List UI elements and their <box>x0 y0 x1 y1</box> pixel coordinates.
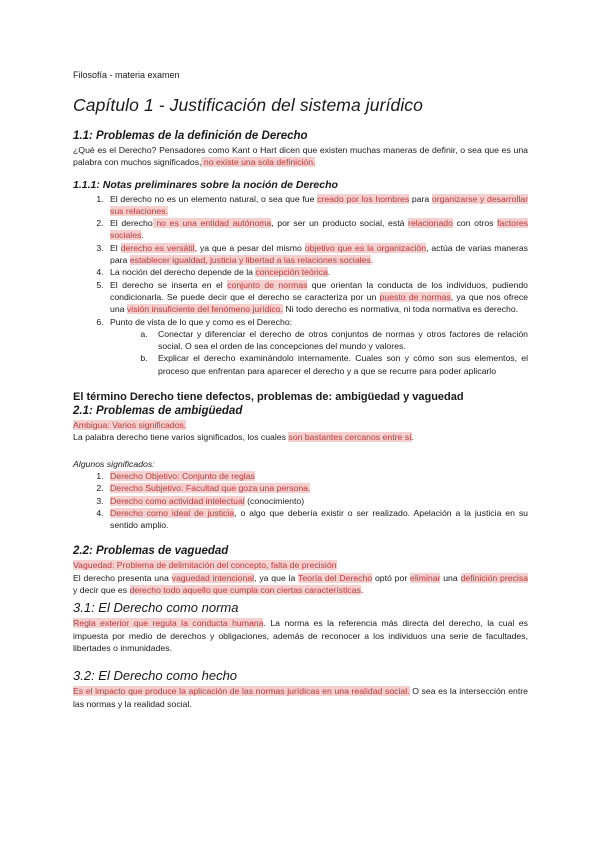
chapter-title: Capítulo 1 - Justificación del sistema jurídico <box>73 95 423 115</box>
section-2-2-text: El derecho presenta una vaguedad intencional, ya que la Teoría del Derecho optó por eliminar una definición precisa y decir que es derecho todo aquello que cumpla con ciertas características. <box>73 572 529 596</box>
subject-header: Filosofía - materia examen <box>73 70 180 80</box>
notes-list <box>73 193 528 377</box>
section-3-2-text: Es el impacto que produce la aplicación de las normas jurídicas en una realidad social. O sea es la intersección entre las normas y la realidad social. <box>73 686 528 709</box>
section-2-1-title: 2.1: Problemas de ambigüedad <box>73 405 243 418</box>
sub-list <box>110 328 528 377</box>
section-1-1-title: 1.1: Problemas de la definición de Derecho <box>73 130 308 142</box>
list-item: 1. Derecho Objetivo: Conjunto de reglas <box>106 470 528 482</box>
section-1-1-text: ¿Qué es el Derecho? Pensadores como Kant o Hart dicen que existen muchas maneras de definir, o sea que es una palabra con muchos significados, no existe una sola definición. <box>73 145 528 168</box>
document-page <box>73 70 528 710</box>
list-item: 2. El derecho no es una entidad autónoma, por ser un producto social, está relacionado con otros factores sociales. <box>106 217 528 242</box>
list-item: 1. El derecho no es un elemento natural, o sea que fue creado por los hombres para organizarse y desarrollar sus relaciones. <box>106 193 528 218</box>
list-item: 6. Punto de vista de lo que y como es el Derecho: a. Conectar y diferenciar el derecho de otros conjuntos de normas y otros factores de relación social. O sea el orden de las concepciones del mundo y valores. b. Explicar el derecho examinándolo internamente. Cuales son y cómo son sus elementos, el proceso que enfrentan para aparecer el derecho y a que se recurre para poder aplicarlo <box>106 316 528 377</box>
vagueness-definition: Vaguedad: Problema de delimitación del concepto, falta de precisión <box>73 560 337 571</box>
section-1-1-1-title: 1.1.1: Notas preliminares sobre la noción de Derecho <box>73 178 338 191</box>
term-title: El término Derecho tiene defectos, problemas de: ambigüedad y vaguedad <box>73 391 464 404</box>
meanings-list <box>73 470 528 531</box>
ambiguity-definition: Ambigua: Varios significados. <box>73 420 187 431</box>
sub-list-item: b. Explicar el derecho examinándolo internamente. Cuales son y cómo son sus elementos, el proceso que enfrentan para aparecer el derecho y a que se recurre para poder aplicarlo <box>150 352 528 377</box>
list-item: 4. Derecho como ideal de justicia, o algo que debería existir o ser realizado. Apelación a la justicia en su sentido amplio. <box>106 507 528 532</box>
section-3-2-title: 3.2: El Derecho como hecho <box>73 668 238 684</box>
list-item: 3. El derecho es versátil, ya que a pesar del mismo objetivo que es la organización, actúa de varias maneras para establecer igualdad, justicia y libertad a las relaciones sociales. <box>106 242 528 267</box>
section-3-1-title: 3.1: El Derecho como norma <box>73 600 239 616</box>
list-item: 4. La noción del derecho depende de la concepción teórica. <box>106 266 528 278</box>
meanings-title: Algunos significados: <box>73 458 155 469</box>
list-item: 5. El derecho se inserta en el conjunto de normas que orientan la conducta de los individuos, pudiendo condicionarla. Se puede decir que el derecho se caracteriza por un puesto de normas, ya que nos ofrece una visión insuficiente del fenómeno jurídico. Ni todo derecho es normativa, ni toda normativa es derecho. <box>106 279 528 316</box>
list-item: 2. Derecho Subjetivo: Facultad que goza una persona. <box>106 482 528 494</box>
section-2-2-title: 2.2: Problemas de vaguedad <box>73 545 229 558</box>
section-3-1-text: Regla exterior que regula la conducta humana. La norma es la referencia más directa del derecho, la cual es impuesta por medio de derechos y obligaciones, además de reconocer a los individuos una serie de facultades, libertades o inmunidades. <box>73 618 528 653</box>
sub-list-item: a. Conectar y diferenciar el derecho de otros conjuntos de normas y otros factores de relación social. O sea el orden de las concepciones del mundo y valores. <box>150 328 528 353</box>
section-2-1-text: La palabra derecho tiene varios significados, los cuales son bastantes cercanos entre sí. <box>73 432 414 443</box>
list-item: 3. Derecho como actividad intelectual (conocimiento) <box>106 495 528 507</box>
